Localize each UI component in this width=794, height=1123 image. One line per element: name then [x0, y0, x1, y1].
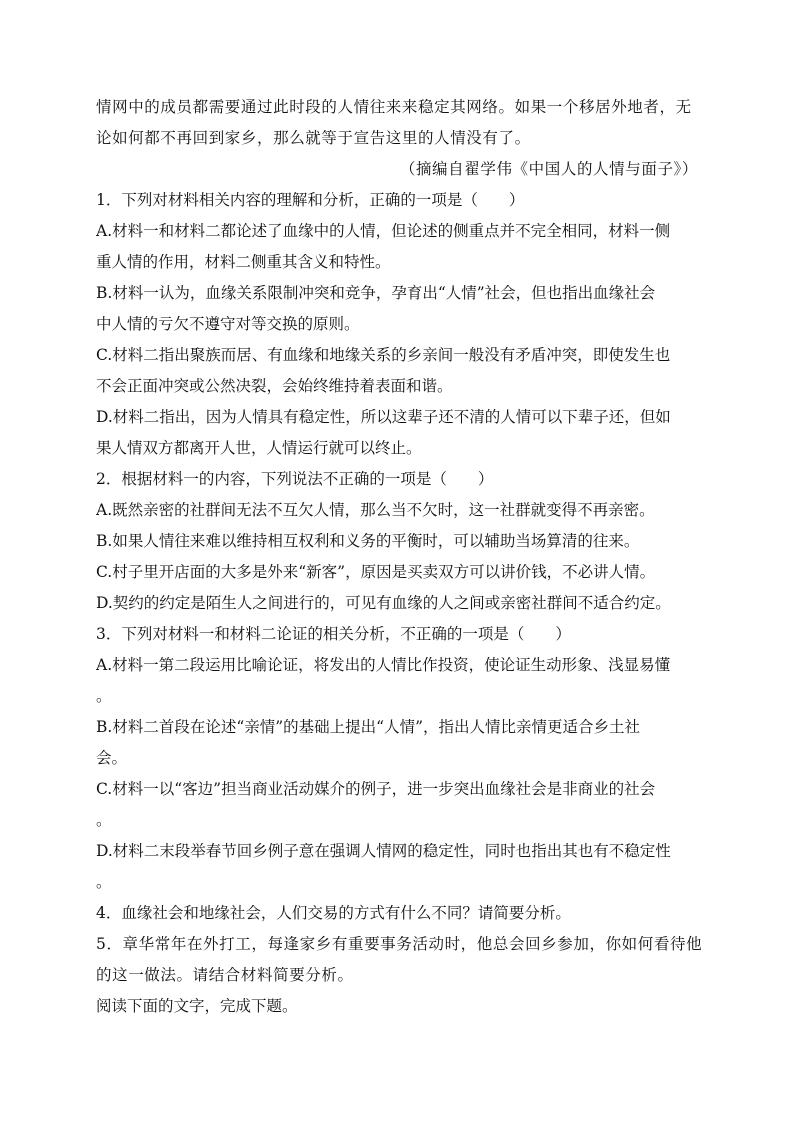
option-a-line: 重人情的作用，材料二侧重其含义和特性。: [96, 253, 391, 271]
option-b-line: B.材料二首段在论述“亲情”的基础上提出“人情”，指出人情比亲情更适合乡土社: [96, 718, 641, 736]
next-section-instruction: 阅读下面的文字，完成下题。: [96, 997, 298, 1015]
question-stem: 2．根据材料一的内容，下列说法不正确的一项是（ ）: [96, 470, 494, 488]
option-a-line: A.材料一和材料二都论述了血缘中的人情，但论述的侧重点并不完全相同，材料一侧: [96, 222, 671, 240]
question-3: [96, 619, 702, 898]
question-1: [96, 185, 702, 464]
option-d-line: D.契约的约定是陌生人之间进行的，可见有血缘的人之间或亲密社群间不适合约定。: [96, 594, 671, 612]
page-content: [96, 92, 702, 1022]
passage-line: 论如何都不再回到家乡，那么就等于宣告这里的人情没有了。: [96, 129, 531, 147]
option-c-line: 不会正面冲突或公然决裂，会始终维持着表面和谐。: [96, 377, 453, 395]
option-c-line: C.材料一以“客边”担当商业活动媒介的例子，进一步突出血缘社会是非商业的社会: [96, 780, 656, 798]
option-d-line: D.材料二末段举春节回乡例子意在强调人情网的稳定性，同时也指出其也有不稳定性: [96, 842, 671, 860]
option-c-line: 。: [96, 811, 112, 829]
question-stem: 3．下列对材料一和材料二论证的相关分析，不正确的一项是（ ）: [96, 625, 571, 643]
question-stem: 4．血缘社会和地缘社会，人们交易的方式有什么不同？请简要分析。: [96, 904, 571, 922]
option-b-line: 会。: [96, 749, 128, 767]
option-d-line: 。: [96, 873, 112, 891]
passage-line: 情网中的成员都需要通过此时段的人情往来来稳定其网络。如果一个移居外地者，无: [96, 98, 692, 116]
question-stem: 5．章华常年在外打工，每逢家乡有重要事务活动时，他总会回乡参加，你如何看待他: [96, 935, 702, 953]
option-b-line: B.如果人情往来难以维持相互权利和义务的平衡时，可以辅助当场算清的往来。: [96, 532, 640, 550]
question-stem: 1．下列对材料相关内容的理解和分析，正确的一项是（ ）: [96, 191, 525, 209]
option-d-line: D.材料二指出，因为人情具有稳定性，所以这辈子还不清的人情可以下辈子还，但如: [96, 408, 671, 426]
option-c-line: C.村子里开店面的大多是外来“新客”，原因是买卖双方可以讲价钱，不必讲人情。: [96, 563, 656, 581]
question-5: [96, 929, 702, 991]
question-4: [96, 898, 702, 929]
option-a-line: A.材料一第二段运用比喻论证，将发出的人情比作投资，使论证生动形象、浅显易懂: [96, 656, 671, 674]
option-b-line: B.材料一认为，血缘关系限制冲突和竞争，孕育出“人情”社会，但也指出血缘社会: [96, 284, 656, 302]
question-2: [96, 464, 702, 619]
question-stem-continued: 的这一做法。请结合材料简要分析。: [96, 966, 354, 984]
option-b-line: 中人情的亏欠不遵守对等交换的原则。: [96, 315, 360, 333]
option-d-line: 果人情双方都离开人世，人情运行就可以终止。: [96, 439, 422, 457]
passage-source: （摘编自翟学伟《中国人的人情与面子》）: [399, 160, 698, 178]
option-c-line: C.材料二指出聚族而居、有血缘和地缘关系的乡亲间一般没有矛盾冲突，即使发生也: [96, 346, 671, 364]
option-a-line: A.既然亲密的社群间无法不互欠人情，那么当不欠时，这一社群就变得不再亲密。: [96, 501, 655, 519]
option-a-line: 。: [96, 687, 112, 705]
